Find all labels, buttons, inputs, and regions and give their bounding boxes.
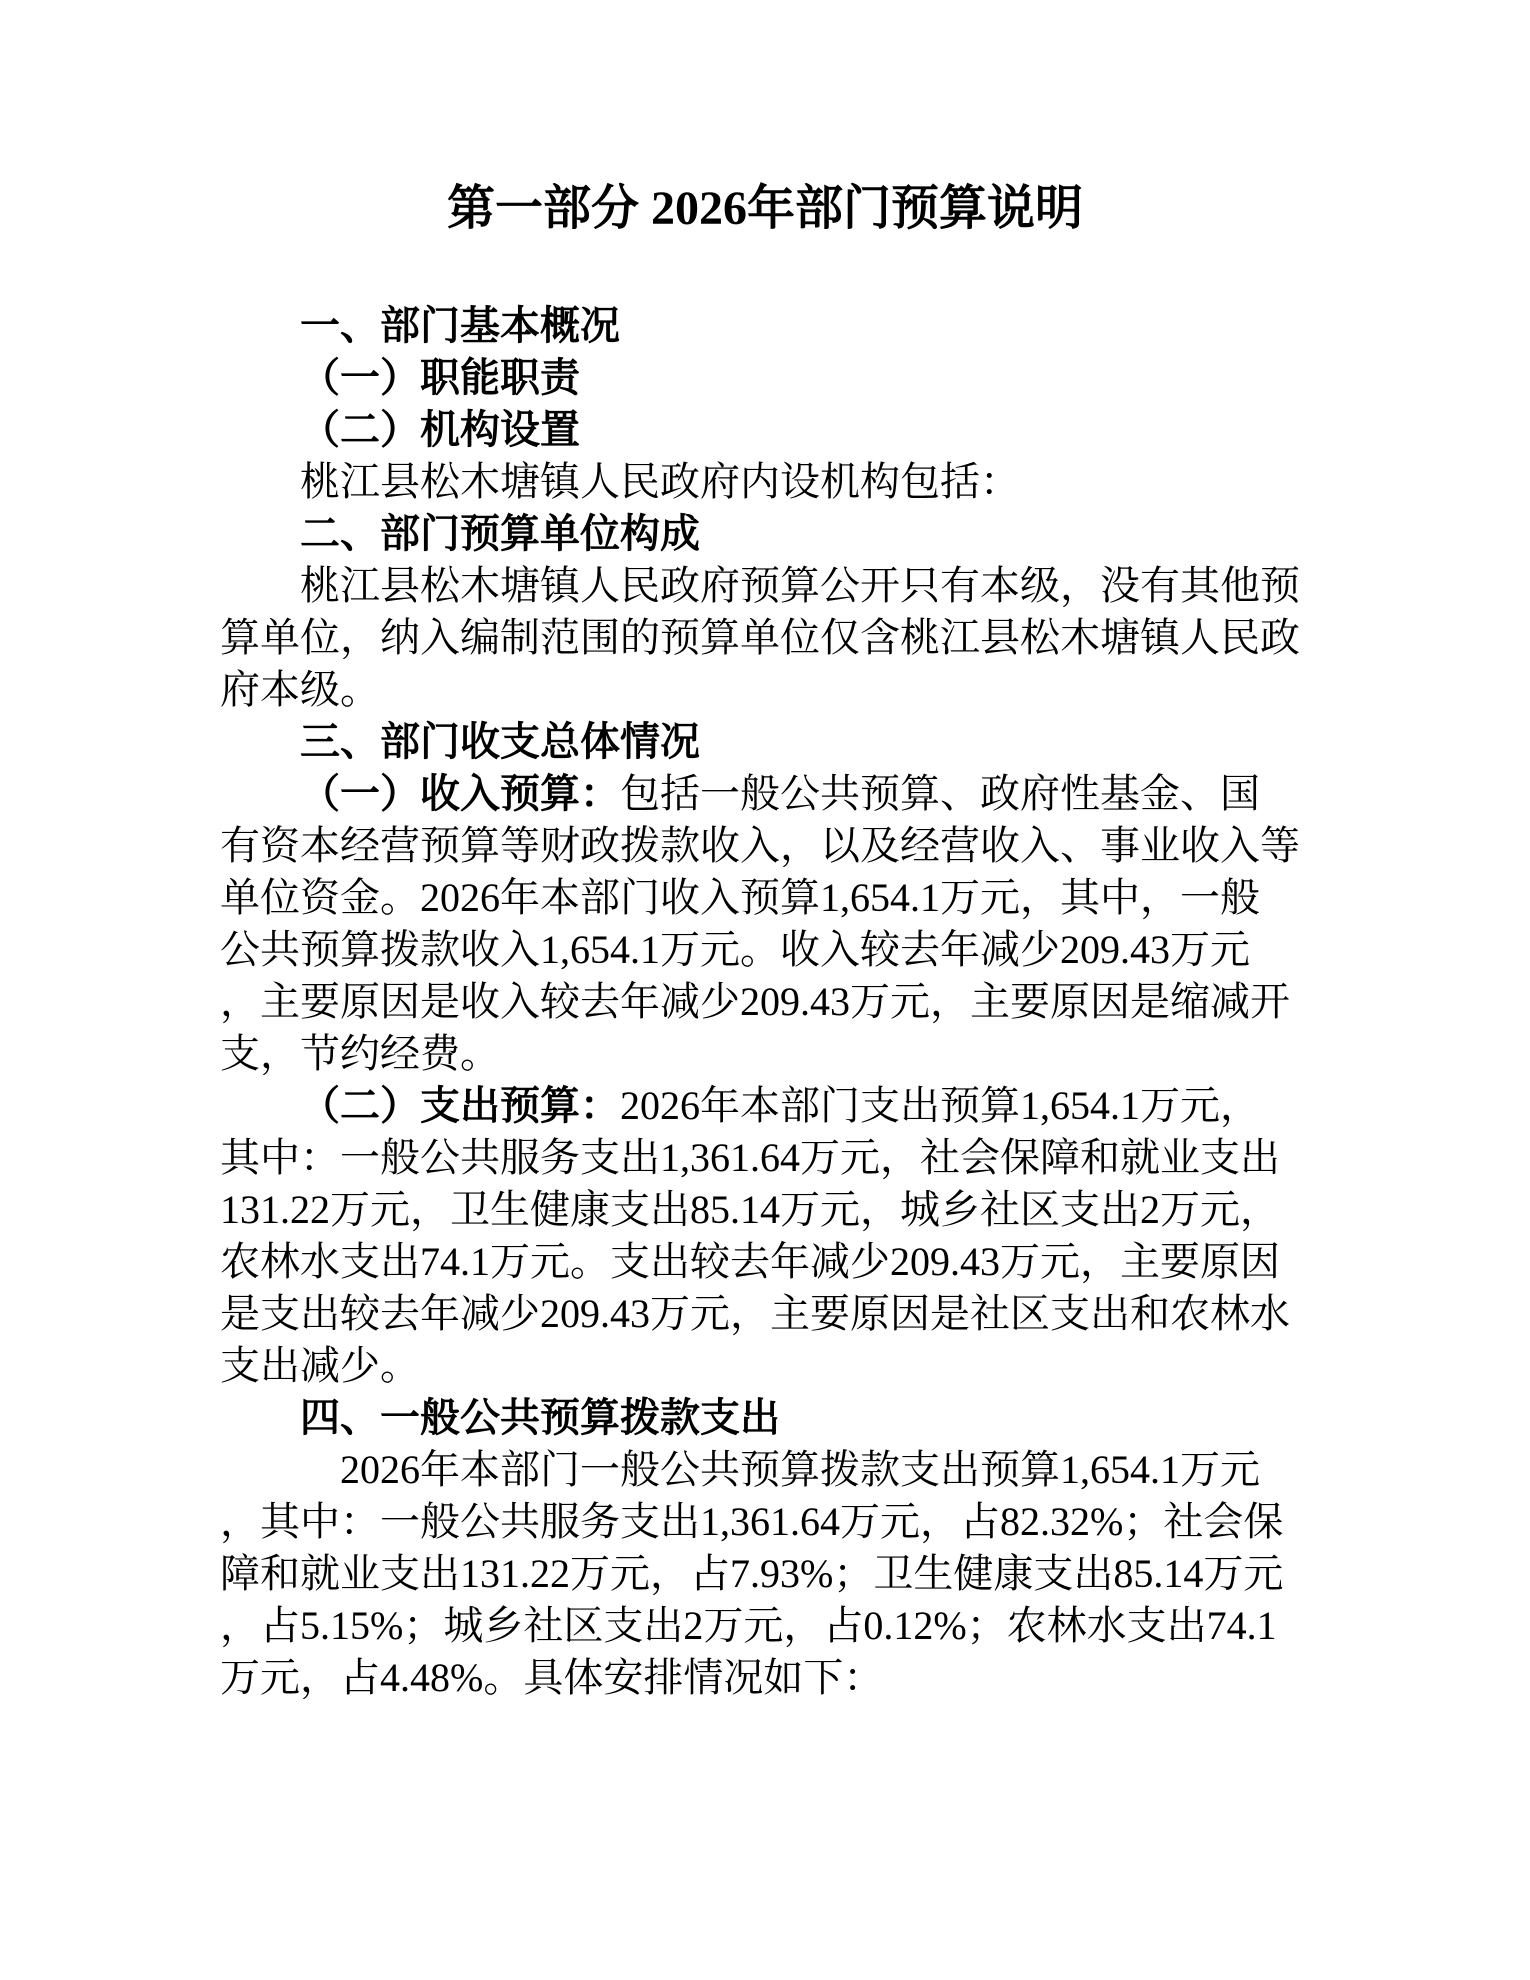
text-line	[220, 1548, 1304, 1600]
text-line	[220, 1496, 1304, 1548]
text-line	[220, 1028, 1304, 1080]
text-line	[220, 560, 1304, 612]
line-text: ，主要原因是收入较去年减少209.43万元，主要原因是缩减开	[220, 979, 1290, 1024]
text-line	[220, 976, 1304, 1028]
line-text: 支，节约经费。	[220, 1031, 500, 1076]
text-line	[220, 820, 1304, 872]
text-line	[220, 456, 1304, 508]
line-bold-text: 二、部门预算单位构成	[300, 511, 700, 556]
line-text: ，其中：一般公共服务支出1,361.64万元，占82.32%；社会保	[220, 1499, 1284, 1544]
line-text: ，占5.15%；城乡社区支出2万元，占0.12%；农林水支出74.1	[220, 1603, 1277, 1648]
line-text: 其中：一般公共服务支出1,361.64万元，社会保障和就业支出	[220, 1135, 1280, 1180]
text-line	[220, 1132, 1304, 1184]
line-bold-text: （一）职能职责	[300, 355, 580, 400]
document-page	[220, 300, 1304, 1704]
text-line	[220, 924, 1304, 976]
line-text: 万元，占4.48%。具体安排情况如下：	[220, 1655, 884, 1700]
text-line	[220, 612, 1304, 664]
line-text: 公共预算拨款收入1,654.1万元。收入较去年减少209.43万元	[220, 927, 1250, 972]
line-bold-text: 三、部门收支总体情况	[300, 719, 700, 764]
text-line	[220, 1444, 1304, 1496]
line-bold-text: （二）支出预算：	[300, 1083, 620, 1128]
text-line	[220, 300, 1304, 352]
text-line	[220, 352, 1304, 404]
text-line	[220, 1392, 1304, 1444]
line-text: 是支出较去年减少209.43万元，主要原因是社区支出和农林水	[220, 1291, 1290, 1336]
text-line	[220, 1184, 1304, 1236]
line-text: 2026年本部门支出预算1,654.1万元，	[620, 1083, 1260, 1128]
line-text: 单位资金。2026年本部门收入预算1,654.1万元，其中，一般	[220, 875, 1260, 920]
line-text: 131.22万元，卫生健康支出85.14万元，城乡社区支出2万元，	[220, 1187, 1280, 1232]
text-line	[220, 768, 1304, 820]
line-text: 包括一般公共预算、政府性基金、国	[620, 771, 1260, 816]
text-line	[220, 508, 1304, 560]
text-line	[220, 1600, 1304, 1652]
line-bold-text: （二）机构设置	[300, 407, 580, 452]
line-text: 有资本经营预算等财政拨款收入，以及经营收入、事业收入等	[220, 823, 1300, 868]
line-bold-text: 四、一般公共预算拨款支出	[300, 1395, 780, 1440]
line-text: 支出减少。	[220, 1343, 420, 1388]
page-title: 第一部分 2026年部门预算说明	[446, 182, 1083, 235]
line-text: 桃江县松木塘镇人民政府内设机构包括：	[300, 459, 1020, 504]
text-line	[220, 1236, 1304, 1288]
line-text: 2026年本部门一般公共预算拨款支出预算1,654.1万元	[340, 1447, 1260, 1492]
line-text: 府本级。	[220, 667, 380, 712]
text-line	[220, 1652, 1304, 1704]
text-line	[220, 716, 1304, 768]
text-line	[220, 1340, 1304, 1392]
text-line	[220, 1080, 1304, 1132]
line-text: 农林水支出74.1万元。支出较去年减少209.43万元，主要原因	[220, 1239, 1280, 1284]
line-bold-text: （一）收入预算：	[300, 771, 620, 816]
text-line	[220, 404, 1304, 456]
line-text: 障和就业支出131.22万元，占7.93%；卫生健康支出85.14万元	[220, 1551, 1284, 1596]
line-bold-text: 一、部门基本概况	[300, 303, 620, 348]
text-line	[220, 872, 1304, 924]
line-text: 桃江县松木塘镇人民政府预算公开只有本级，没有其他预	[300, 563, 1300, 608]
text-line	[220, 664, 1304, 716]
line-text: 算单位，纳入编制范围的预算单位仅含桃江县松木塘镇人民政	[220, 615, 1300, 660]
text-line	[220, 1288, 1304, 1340]
